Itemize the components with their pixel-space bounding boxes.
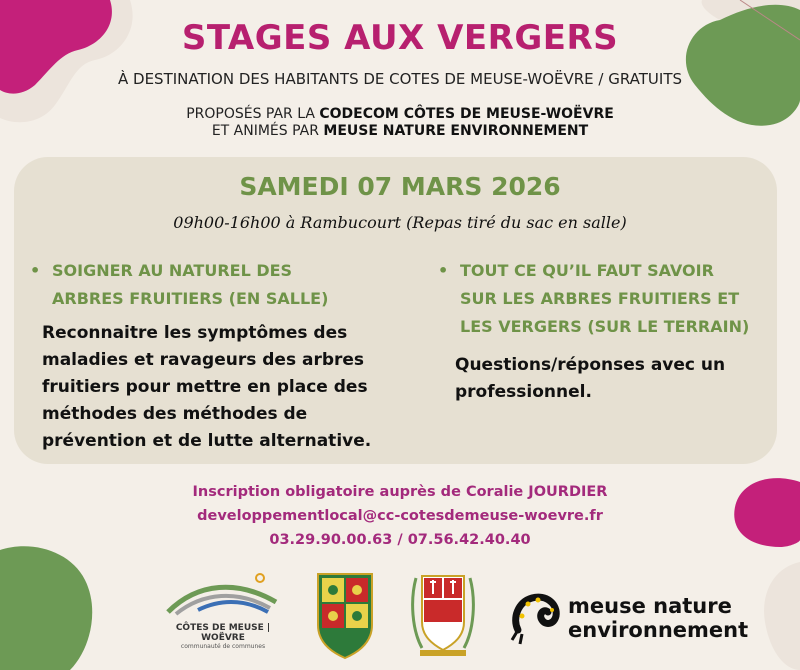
animated-by: MEUSE NATURE ENVIRONNEMENT — [323, 123, 589, 139]
event-details: 09h00-16h00 à Rambucourt (Repas tiré du sac en salle) — [173, 213, 627, 232]
organized-prefix: PROPOSÉS PAR LA — [186, 106, 320, 122]
decorative-blob-bottom-left — [0, 540, 110, 670]
session-2-description-line: Questions/réponses avec un — [455, 355, 726, 375]
session-2-title-line: SUR LES ARBRES FRUITIERS ET — [460, 289, 740, 308]
coat-of-arms-icon — [314, 570, 376, 662]
session-1-description-line: prévention et de lutte alternative. — [42, 431, 372, 451]
session-1-description — [42, 320, 371, 455]
email-link[interactable]: developpementlocal@cc-cotesdemeuse-woevre.fr — [197, 508, 603, 524]
coat-of-arms-icon — [408, 570, 478, 662]
organizers — [0, 106, 800, 140]
codecom-logo-icon — [158, 572, 288, 618]
session-1-description-line: fruitiers pour mettre en place des — [42, 377, 368, 397]
bullet-icon: • — [30, 261, 41, 280]
session-1-description-line: Reconnaitre les symptômes des — [42, 323, 348, 343]
session-1-title-line: SOIGNER AU NATUREL DES — [52, 261, 293, 280]
session-2-title-line: LES VERGERS (SUR LE TERRAIN) — [460, 317, 750, 336]
session-2-title-line: TOUT CE QU’IL FAUT SAVOIR — [460, 261, 714, 280]
session-1-description-line: maladies et ravageurs des arbres — [42, 350, 365, 370]
registration-text: Inscription obligatoire auprès de Coralie JOURDIER — [192, 484, 608, 500]
organized-by: CODECOM CÔTES DE MEUSE-WOËVRE — [319, 106, 614, 122]
mne-logo — [508, 590, 758, 650]
mne-logo-line2: environnement — [568, 618, 749, 642]
codecom-logo-tagline: communauté de communes — [180, 643, 266, 650]
animated-prefix: ET ANIMÉS PAR — [211, 123, 324, 139]
audience-line: À DESTINATION DES HABITANTS DE COTES DE MEUSE-WOËVRE / GRATUITS — [117, 70, 683, 88]
mne-logo-line1: meuse nature — [568, 594, 732, 618]
session-1-title — [30, 257, 328, 313]
session-2-description — [455, 352, 725, 406]
event-date: SAMEDI 07 MARS 2026 — [239, 172, 561, 201]
salamander-icon — [508, 590, 564, 646]
session-2-description-line: professionnel. — [455, 382, 592, 402]
bullet-icon: • — [438, 261, 449, 280]
codecom-logo — [158, 572, 288, 652]
session-1-description-line: méthodes des méthodes de — [42, 404, 308, 424]
phone-numbers: 03.29.90.00.63 / 07.56.42.40.40 — [269, 532, 531, 548]
page-title: STAGES AUX VERGERS — [181, 18, 619, 58]
session-2-title — [438, 257, 749, 341]
session-1-title-line: ARBRES FRUITIERS (EN SALLE) — [52, 289, 329, 308]
codecom-logo-name: CÔTES DE MEUSE | WOËVRE — [175, 623, 271, 643]
